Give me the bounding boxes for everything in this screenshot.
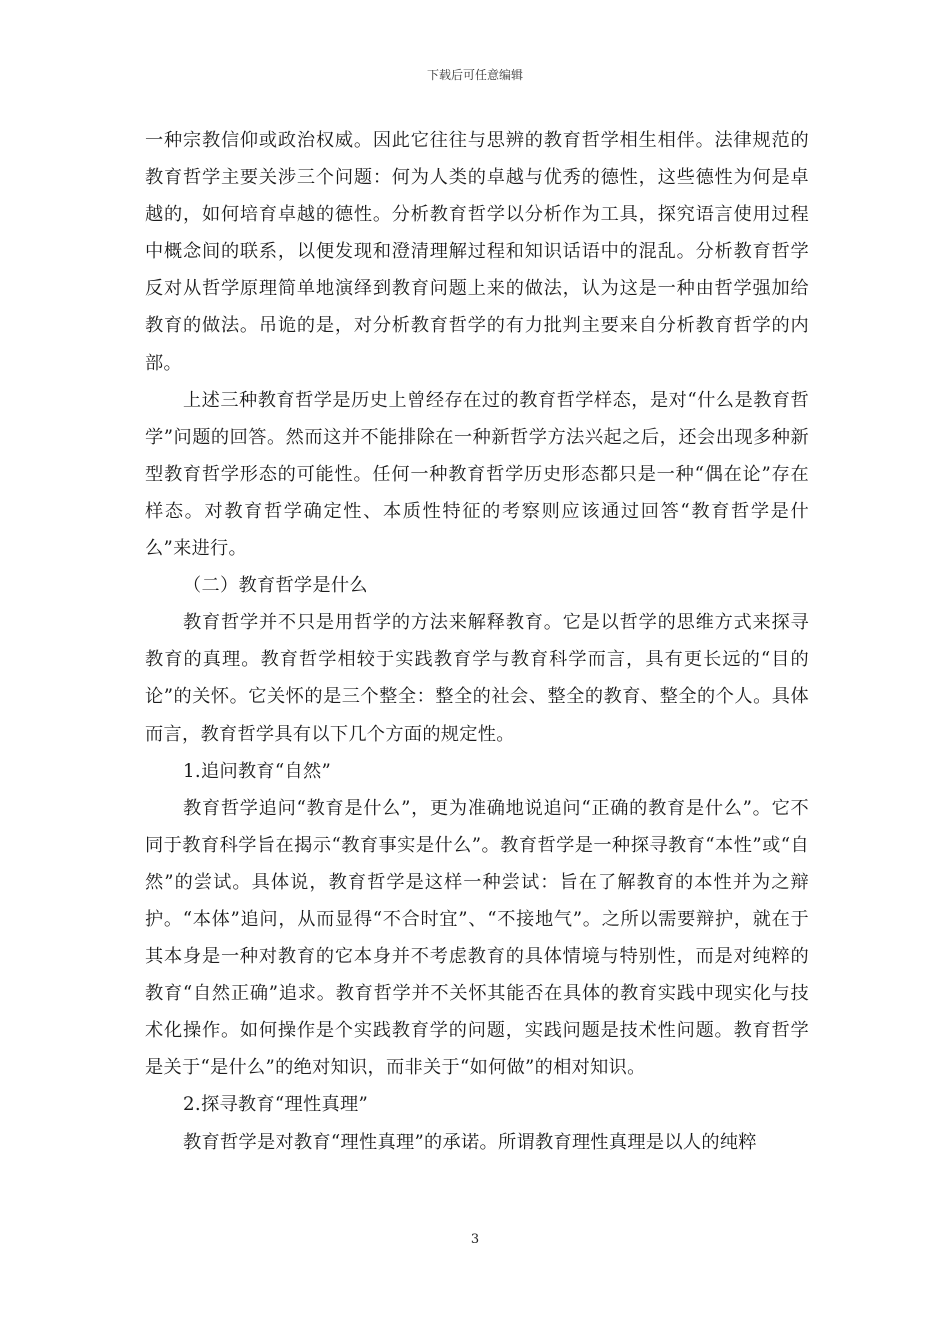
page-number: 3	[470, 1232, 480, 1247]
paragraph: 一种宗教信仰或政治权威。因此它往往与思辨的教育哲学相生相伴。法律规范的教育哲学主要关涉三个问题：何为人类的卓越与优秀的德性，这些德性为何是卓越的，如何培育卓越的德性。分析教育哲学以分析作为工具，探究语言使用过程中概念间的联系，以便发现和澄清理解过程和知识话语中的混乱。分析教育哲学反对从哲学原理简单地演绎到教育问题上来的做法，认为这是一种由哲学强加给教育的做法。吊诡的是，对分析教育哲学的有力批判主要来自分析教育哲学的内部。	[145, 130, 809, 374]
paragraph: 上述三种教育哲学是历史上曾经存在过的教育哲学样态，是对“什么是教育哲学”问题的回答。然而这并不能排除在一种新哲学方法兴起之后，还会出现多种新型教育哲学形态的可能性。任何一种教育哲学历史形态都只是一种“偶在论”存在样态。对教育哲学确定性、本质性特征的考察则应该通过回答“教育哲学是什么”来进行。	[145, 389, 809, 560]
paragraph: 教育哲学是对教育“理性真理”的承诺。所谓教育理性真理是以人的纯粹	[183, 1131, 757, 1153]
page-header: 下载后可任意编辑	[426, 68, 523, 82]
paragraph: 教育哲学并不只是用哲学的方法来解释教育。它是以哲学的思维方式来探寻教育的真理。教育哲学相较于实践教育学与教育科学而言，具有更长远的“目的论”的关怀。它关怀的是三个整全：整全的社会、整全的教育、整全的个人。具体而言，教育哲学具有以下几个方面的规定性。	[145, 612, 809, 745]
document-body	[145, 122, 809, 1161]
subsection-heading: 2.探寻教育“理性真理”	[183, 1094, 369, 1116]
paragraph: 教育哲学追问“教育是什么”，更为准确地说追问“正确的教育是什么”。它不同于教育科学旨在揭示“教育事实是什么”。教育哲学是一种探寻教育“本性”或“自然”的尝试。具体说，教育哲学是这样一种尝试：旨在了解教育的本性并为之辩护。“本体”追问，从而显得“不合时宜”、“不接地气”。之所以需要辩护，就在于其本身是一种对教育的它本身并不考虑教育的具体情境与特别性，而是对纯粹的教育“自然正确”追求。教育哲学并不关怀其能否在具体的教育实践中现实化与技术化操作。如何操作是个实践教育学的问题，实践问题是技术性问题。教育哲学是关于“是什么”的绝对知识，而非关于“如何做”的相对知识。	[145, 797, 809, 1079]
section-heading: （二）教育哲学是什么	[183, 575, 368, 597]
subsection-heading: 1.追问教育“自然”	[183, 760, 332, 782]
